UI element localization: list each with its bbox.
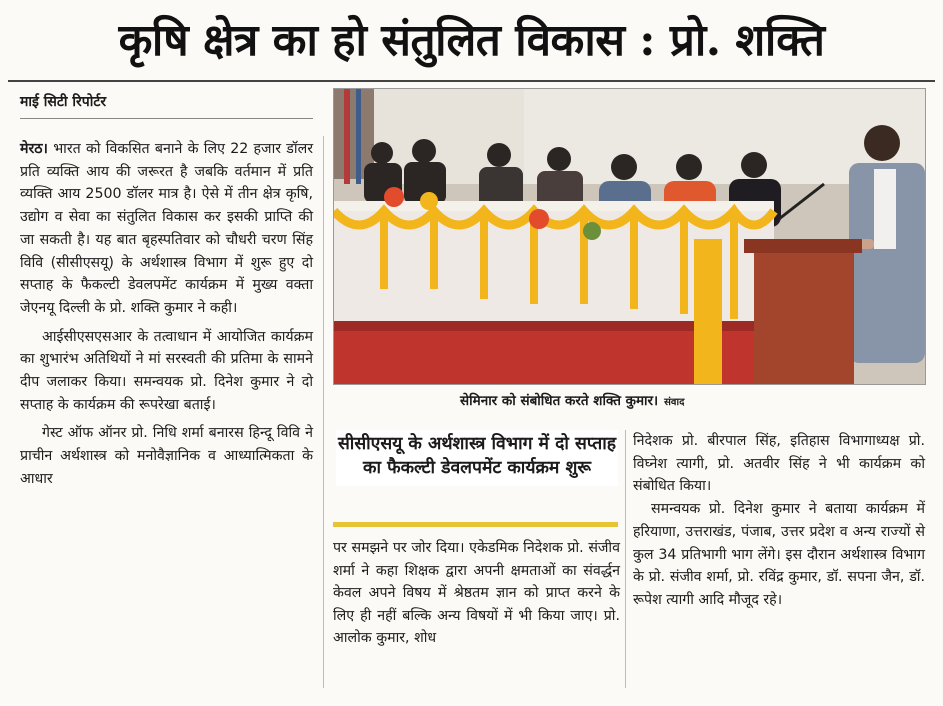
photo-caption — [460, 391, 920, 409]
photo-caption-text: सेमिनार को संबोधित करते शक्ति कुमार। — [460, 393, 659, 409]
column-divider-a — [323, 136, 324, 688]
paragraph-c2: समन्वयक प्रो. दिनेश कुमार ने बताया कार्यक्रम में हरियाणा, उत्तराखंड, पंजाब, उत्तर प्रदेश व अन्य राज्यों से कुल 34 प्रतिभागी भाग लेंगे। इस दौरान अर्थशास्त्र विभाग के प्रो. संजीव शर्मा, प्रो. रविंद्र कुमार, डॉ. सपना जैन, डॉ. रूपेश त्यागी आदि मौजूद रहे। — [633, 501, 925, 608]
seminar-photo-illustration — [334, 89, 925, 384]
paragraph-c1: निदेशक प्रो. बीरपाल सिंह, इतिहास विभागाध्यक्ष प्रो. विघ्नेश त्यागी, प्रो. अतवीर सिंह ने भी कार्यक्रम को संबोधित किया। — [633, 433, 925, 495]
subheadline: सीसीएसयू के अर्थशास्त्र विभाग में दो सप्ताह का फैकल्टी डेवलपमेंट कार्यक्रम शुरू — [336, 430, 618, 486]
column-a — [20, 138, 313, 491]
paragraph-a1-text: भारत को विकसित बनाने के लिए 22 हजार डॉलर प्रति व्यक्ति आय की जरूरत है जबकि वर्तमान में प्रति व्यक्ति आय 2500 डॉलर मात्र है। ऐसे में तीन क्षेत्र कृषि, उद्योग व सेवा का संतुलित विकास कर इसकी प्राप्ति की जा सकती है। यह बात बृहस्पतिवार को चौधरी चरण सिंह विवि (सीसीएसयू) के अर्थशास्त्र विभाग में शुरू हुए दो सप्ताह के फैकल्टी डेवलपमेंट कार्यक्रम में मुख्य वक्ता जेएनयू दिल्ली के प्रो. शक्ति कुमार ने कही। — [20, 141, 313, 316]
byline: माई सिटी रिपोर्टर — [20, 94, 107, 110]
column-b — [333, 537, 620, 650]
paragraph-b1: पर समझने पर जोर दिया। एकेडमिक निदेशक प्रो. संजीव शर्मा ने कहा शिक्षक द्वारा अपनी क्षमताओं का संवर्द्धन केवल अपने विषय में श्रेष्ठतम ज्ञान को प्राप्त करने के लिए ही नहीं बल्कि अन्य विषयों में भी किया जाए। प्रो. आलोक कुमार, शोध — [333, 540, 620, 646]
headline: कृषि क्षेत्र का हो संतुलित विकास : प्रो. शक्ति — [118, 15, 825, 66]
headline-rule — [8, 80, 935, 82]
byline-rule — [20, 118, 313, 119]
column-c — [633, 430, 925, 612]
paragraph-a1 — [20, 138, 313, 320]
photo-credit: संवाद — [664, 397, 685, 408]
dateline: मेरठ। — [20, 141, 48, 157]
seminar-photo — [333, 88, 926, 385]
paragraph-a3: गेस्ट ऑफ ऑनर प्रो. निधि शर्मा बनारस हिन्दू विवि ने प्राचीन अर्थशास्त्र को मनोवैज्ञानिक व आध्यात्मिकता के आधार — [20, 425, 313, 487]
subheadline-bar — [333, 522, 618, 527]
paragraph-a2: आईसीएसएसआर के तत्वाधान में आयोजित कार्यक्रम का शुभारंभ अतिथियों ने मां सरस्वती की प्रतिमा के सामने दीप जलाकर किया। समन्वयक प्रो. दिनेश कुमार ने दो सप्ताह के कार्यक्रम की रूपरेखा बताई। — [20, 328, 313, 413]
column-divider-b — [625, 430, 626, 688]
